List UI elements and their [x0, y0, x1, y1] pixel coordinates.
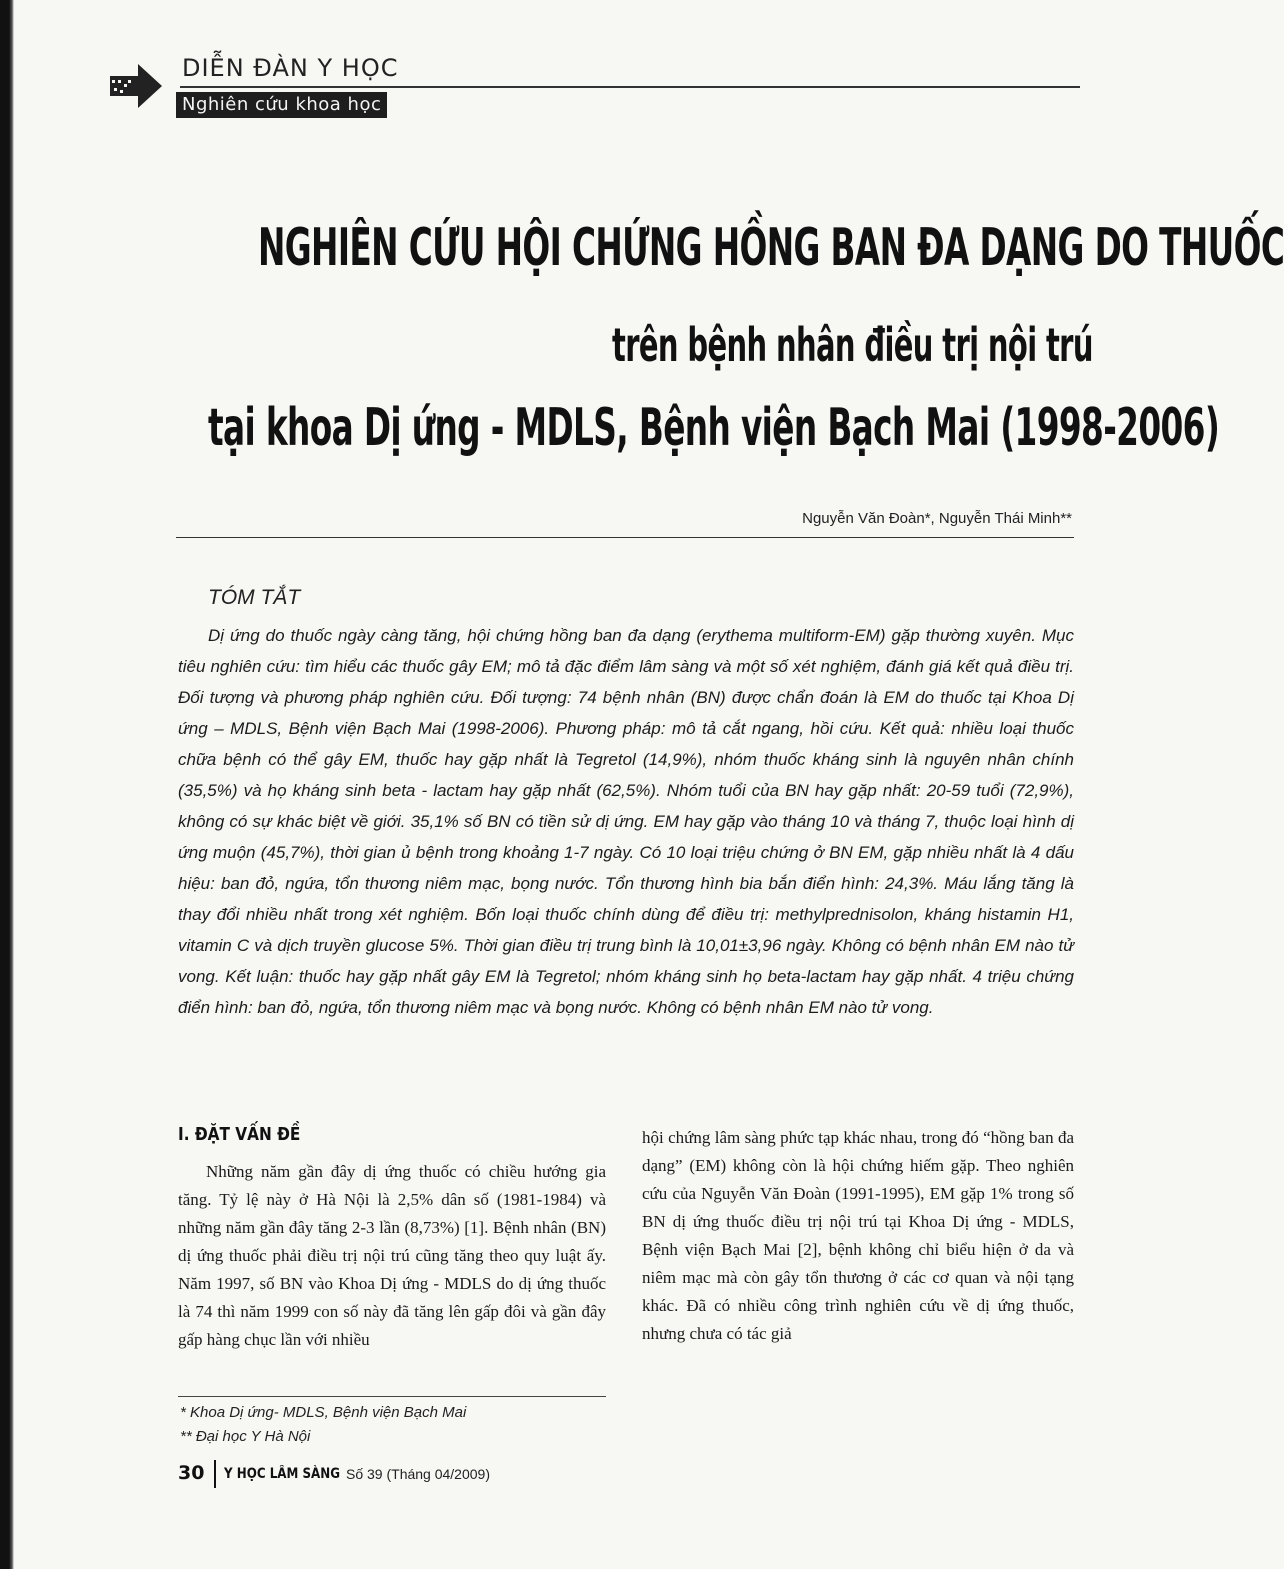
authors: Nguyễn Văn Đoàn*, Nguyễn Thái Minh** — [802, 510, 1072, 527]
page-number: 30 — [178, 1462, 205, 1484]
body-column-left: Những năm gần đây dị ứng thuốc có chiều hướng gia tăng. Tỷ lệ này ở Hà Nội là 2,5% dân số (1981-1984) và những năm gần đây tăng 2-3 lần (8,73%) [1]. Bệnh nhân (BN) dị ứng thuốc phải điều trị nội trú cũng tăng theo quy luật ấy. Năm 1997, số BN vào Khoa Dị ứng - MDLS do dị ứng thuốc là 74 thì năm 1999 con số này đã tăng lên gấp đôi và gần đây gấp hàng chục lần với nhiều — [178, 1162, 606, 1349]
footnote-affiliation-1: * Khoa Dị ứng- MDLS, Bệnh viện Bạch Mai — [180, 1404, 467, 1421]
footnote-rule — [178, 1396, 606, 1397]
journal-name: Y HỌC LÂM SÀNG — [224, 1466, 340, 1482]
footnote-affiliation-2: ** Đại học Y Hà Nội — [180, 1428, 311, 1445]
subsection-label: Nghiên cứu khoa học — [176, 92, 387, 118]
issue-info: Số 39 (Tháng 04/2009) — [346, 1466, 490, 1482]
arrow-icon — [108, 58, 164, 114]
title-line-1: NGHIÊN CỨU HỘI CHỨNG HỒNG BAN ĐA DẠNG DO THUỐC — [258, 218, 1284, 278]
author-rule — [176, 537, 1074, 538]
abstract-heading: TÓM TẮT — [208, 586, 301, 609]
header-rule — [180, 86, 1080, 88]
body-column-right: hội chứng lâm sàng phức tạp khác nhau, trong đó “hồng ban đa dạng” (EM) không còn là hội chứng hiếm gặp. Theo nghiên cứu của Nguyễn Văn Đoàn (1991-1995), EM gặp 1% trong số BN dị ứng thuốc điều trị nội trú tại Khoa Dị ứng - MDLS, Bệnh viện Bạch Mai [2], bệnh không chỉ biểu hiện ở da và niêm mạc mà còn gây tổn thương ở các cơ quan và nội tạng khác. Đã có nhiều công trình nghiên cứu về dị ứng thuốc, nhưng chưa có tác giả — [642, 1128, 1074, 1343]
title-line-3: tại khoa Dị ứng - MDLS, Bệnh viện Bạch Mai (1998-2006) — [208, 398, 1220, 458]
section-name: DIỄN ĐÀN Y HỌC — [182, 54, 399, 82]
abstract-text: Dị ứng do thuốc ngày càng tăng, hội chứng hồng ban đa dạng (erythema multiform-EM) gặp thường xuyên. Mục tiêu nghiên cứu: tìm hiểu các thuốc gây EM; mô tả đặc điểm lâm sàng và một số xét nghiệm, đánh giá kết quả điều trị. Đối tượng và phương pháp nghiên cứu. Đối tượng: 74 bệnh nhân (BN) được chẩn đoán là EM do thuốc tại Khoa Dị ứng – MDLS, Bệnh viện Bạch Mai (1998-2006). Phương pháp: mô tả cắt ngang, hồi cứu. Kết quả: nhiều loại thuốc chữa bệnh có thể gây EM, thuốc hay gặp nhất là Tegretol (14,9%), nhóm thuốc kháng sinh là nguyên nhân chính (35,5%) và họ kháng sinh beta - lactam hay gặp nhất (62,5%). Nhóm tuổi của BN hay gặp nhất: 20-59 tuổi (72,9%), không có sự khác biệt về giới. 35,1% số BN có tiền sử dị ứng. EM hay gặp vào tháng 10 và tháng 7, thuộc loại hình dị ứng muộn (45,7%), thời gian ủ bệnh trong khoảng 1-7 ngày. Có 10 loại triệu chứng ở BN EM, gặp nhiều nhất là 4 dấu hiệu: ban đỏ, ngứa, tổn thương niêm mạc, bọng nước. Tổn thương hình bia bắn điển hình: 24,3%. Máu lắng tăng là thay đổi nhiều nhất trong xét nghiệm. Bốn loại thuốc chính dùng để điều trị: methylprednisolon, kháng histamin H1, vitamin C và dịch truyền glucose 5%. Thời gian điều trị trung bình là 10,01±3,96 ngày. Không có bệnh nhân EM nào tử vong. Kết luận: thuốc hay gặp nhất gây EM là Tegretol; nhóm kháng sinh họ beta-lactam hay gặp nhất. 4 triệu chứng điển hình: ban đỏ, ngứa, tổn thương niêm mạc và bọng nước. Không có bệnh nhân EM nào tử vong. — [178, 626, 1074, 1017]
section-heading: I. ĐẶT VẤN ĐỀ — [178, 1124, 301, 1145]
footer-divider — [214, 1460, 216, 1488]
scan-edge — [0, 0, 14, 1569]
title-line-2: trên bệnh nhân điều trị nội trú — [612, 318, 1093, 372]
